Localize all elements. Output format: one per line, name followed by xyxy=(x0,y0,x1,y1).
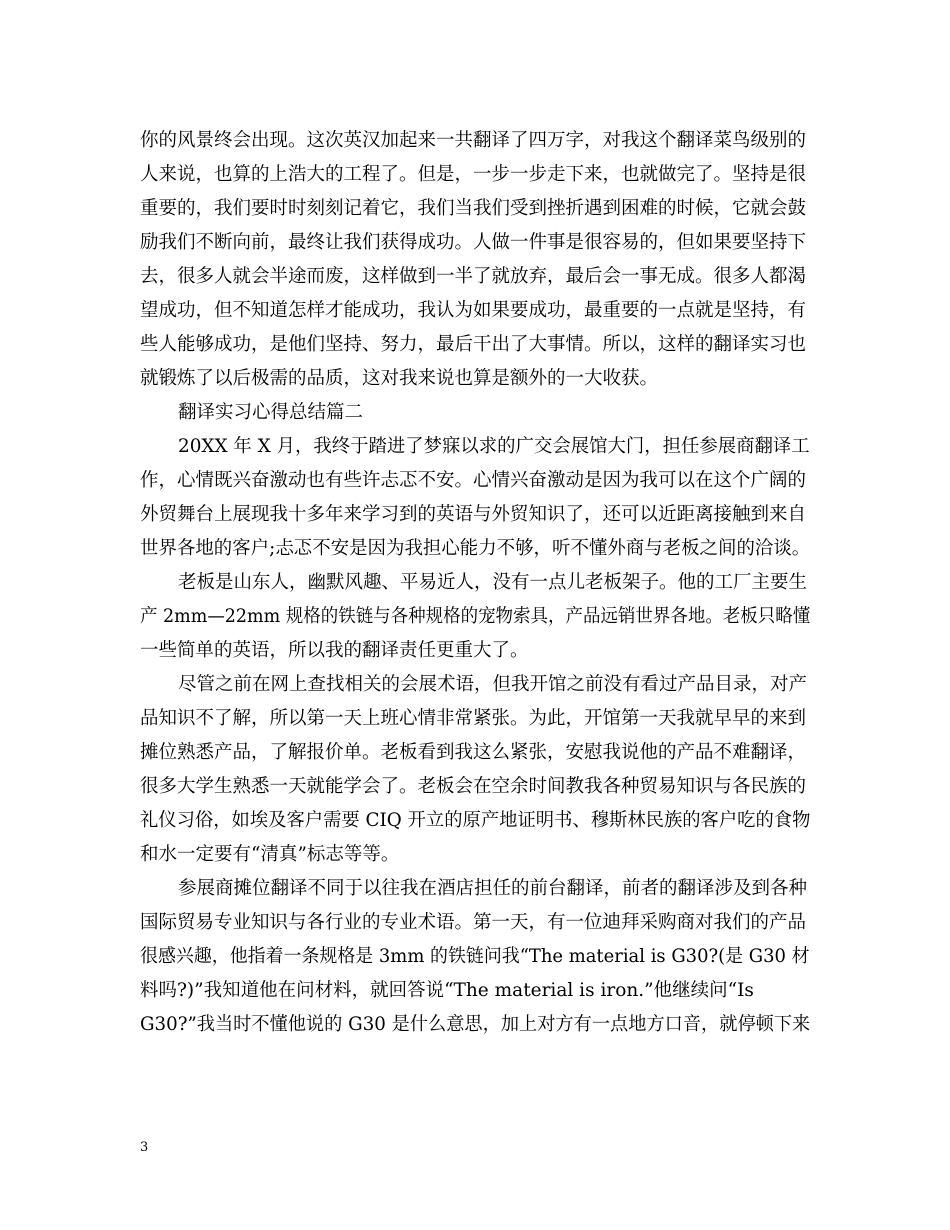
text-line: 尽管之前在网上查找相关的会展术语，但我开馆之前没有看过产品目录，对产 xyxy=(178,674,808,695)
text-line: 外贸舞台上展现我十多年来学习到的英语与外贸知识了，还可以近距离接触到来自 xyxy=(140,504,807,525)
text-line: 20XX 年 X 月，我终于踏进了梦寐以求的广交会展馆大门，担任参展商翻译工 xyxy=(178,436,810,457)
text-line: 参展商摊位翻译不同于以往我在酒店担任的前台翻译，前者的翻译涉及到各种 xyxy=(178,878,808,899)
text-line: 作，心情既兴奋激动也有些许忐忑不安。心情兴奋激动是因为我可以在这个广阔的 xyxy=(140,470,807,491)
text-line: 料吗?)”我知道他在问材料，就回答说“The material is iron.”他继续问“Is xyxy=(140,980,754,1001)
text-line: 品知识不了解，所以第一天上班心情非常紧张。为此，开馆第一天我就早早的来到 xyxy=(140,708,807,729)
text-line: G30?”我当时不懂他说的 G30 是什么意思，加上对方有一点地方口音，就停顿下来 xyxy=(140,1014,811,1035)
text-line: 产 2mm—22mm 规格的铁链与各种规格的宠物索具，产品远销世界各地。老板只略懂 xyxy=(140,606,811,627)
text-line: 礼仪习俗，如埃及客户需要 CIQ 开立的原产地证明书、穆斯林民族的客户吃的食物 xyxy=(140,810,811,831)
section-heading: 翻译实习心得总结篇二 xyxy=(178,402,364,423)
text-line: 人来说，也算的上浩大的工程了。但是，一步一步走下来，也就做完了。坚持是很 xyxy=(140,164,807,185)
text-line: 重要的，我们要时时刻刻记着它，我们当我们受到挫折遇到困难的时候，它就会鼓 xyxy=(140,198,807,219)
text-line: 去，很多人就会半途而废，这样做到一半了就放弃，最后会一事无成。很多人都渴 xyxy=(140,266,807,287)
text-line: 摊位熟悉产品，了解报价单。老板看到我这么紧张，安慰我说他的产品不难翻译， xyxy=(140,742,807,763)
text-line: 世界各地的客户;忐忑不安是因为我担心能力不够，听不懂外商与老板之间的洽谈。 xyxy=(140,538,811,559)
text-line: 你的风景终会出现。这次英汉加起来一共翻译了四万字，对我这个翻译菜鸟级别的 xyxy=(140,130,807,151)
text-line: 望成功，但不知道怎样才能成功，我认为如果要成功，最重要的一点就是坚持，有 xyxy=(140,300,807,321)
page-number: 3 xyxy=(140,1140,149,1155)
text-line: 很感兴趣，他指着一条规格是 3mm 的铁链问我“The material is G30?(是 G30 材 xyxy=(140,946,810,967)
text-line: 励我们不断向前，最终让我们获得成功。人做一件事是很容易的，但如果要坚持下 xyxy=(140,232,807,253)
text-line: 一些简单的英语，所以我的翻译责任更重大了。 xyxy=(140,640,529,661)
text-line: 和水一定要有“清真”标志等等。 xyxy=(140,844,400,865)
text-line: 老板是山东人，幽默风趣、平易近人，没有一点儿老板架子。他的工厂主要生 xyxy=(178,572,808,593)
text-line: 些人能够成功，是他们坚持、努力，最后干出了大事情。所以，这样的翻译实习也 xyxy=(140,334,807,355)
text-line: 就锻炼了以后极需的品质，这对我来说也算是额外的一大收获。 xyxy=(140,368,659,389)
text-line: 很多大学生熟悉一天就能学会了。老板会在空余时间教我各种贸易知识与各民族的 xyxy=(140,776,807,797)
text-line: 国际贸易专业知识与各行业的专业术语。第一天，有一位迪拜采购商对我们的产品 xyxy=(140,912,807,933)
